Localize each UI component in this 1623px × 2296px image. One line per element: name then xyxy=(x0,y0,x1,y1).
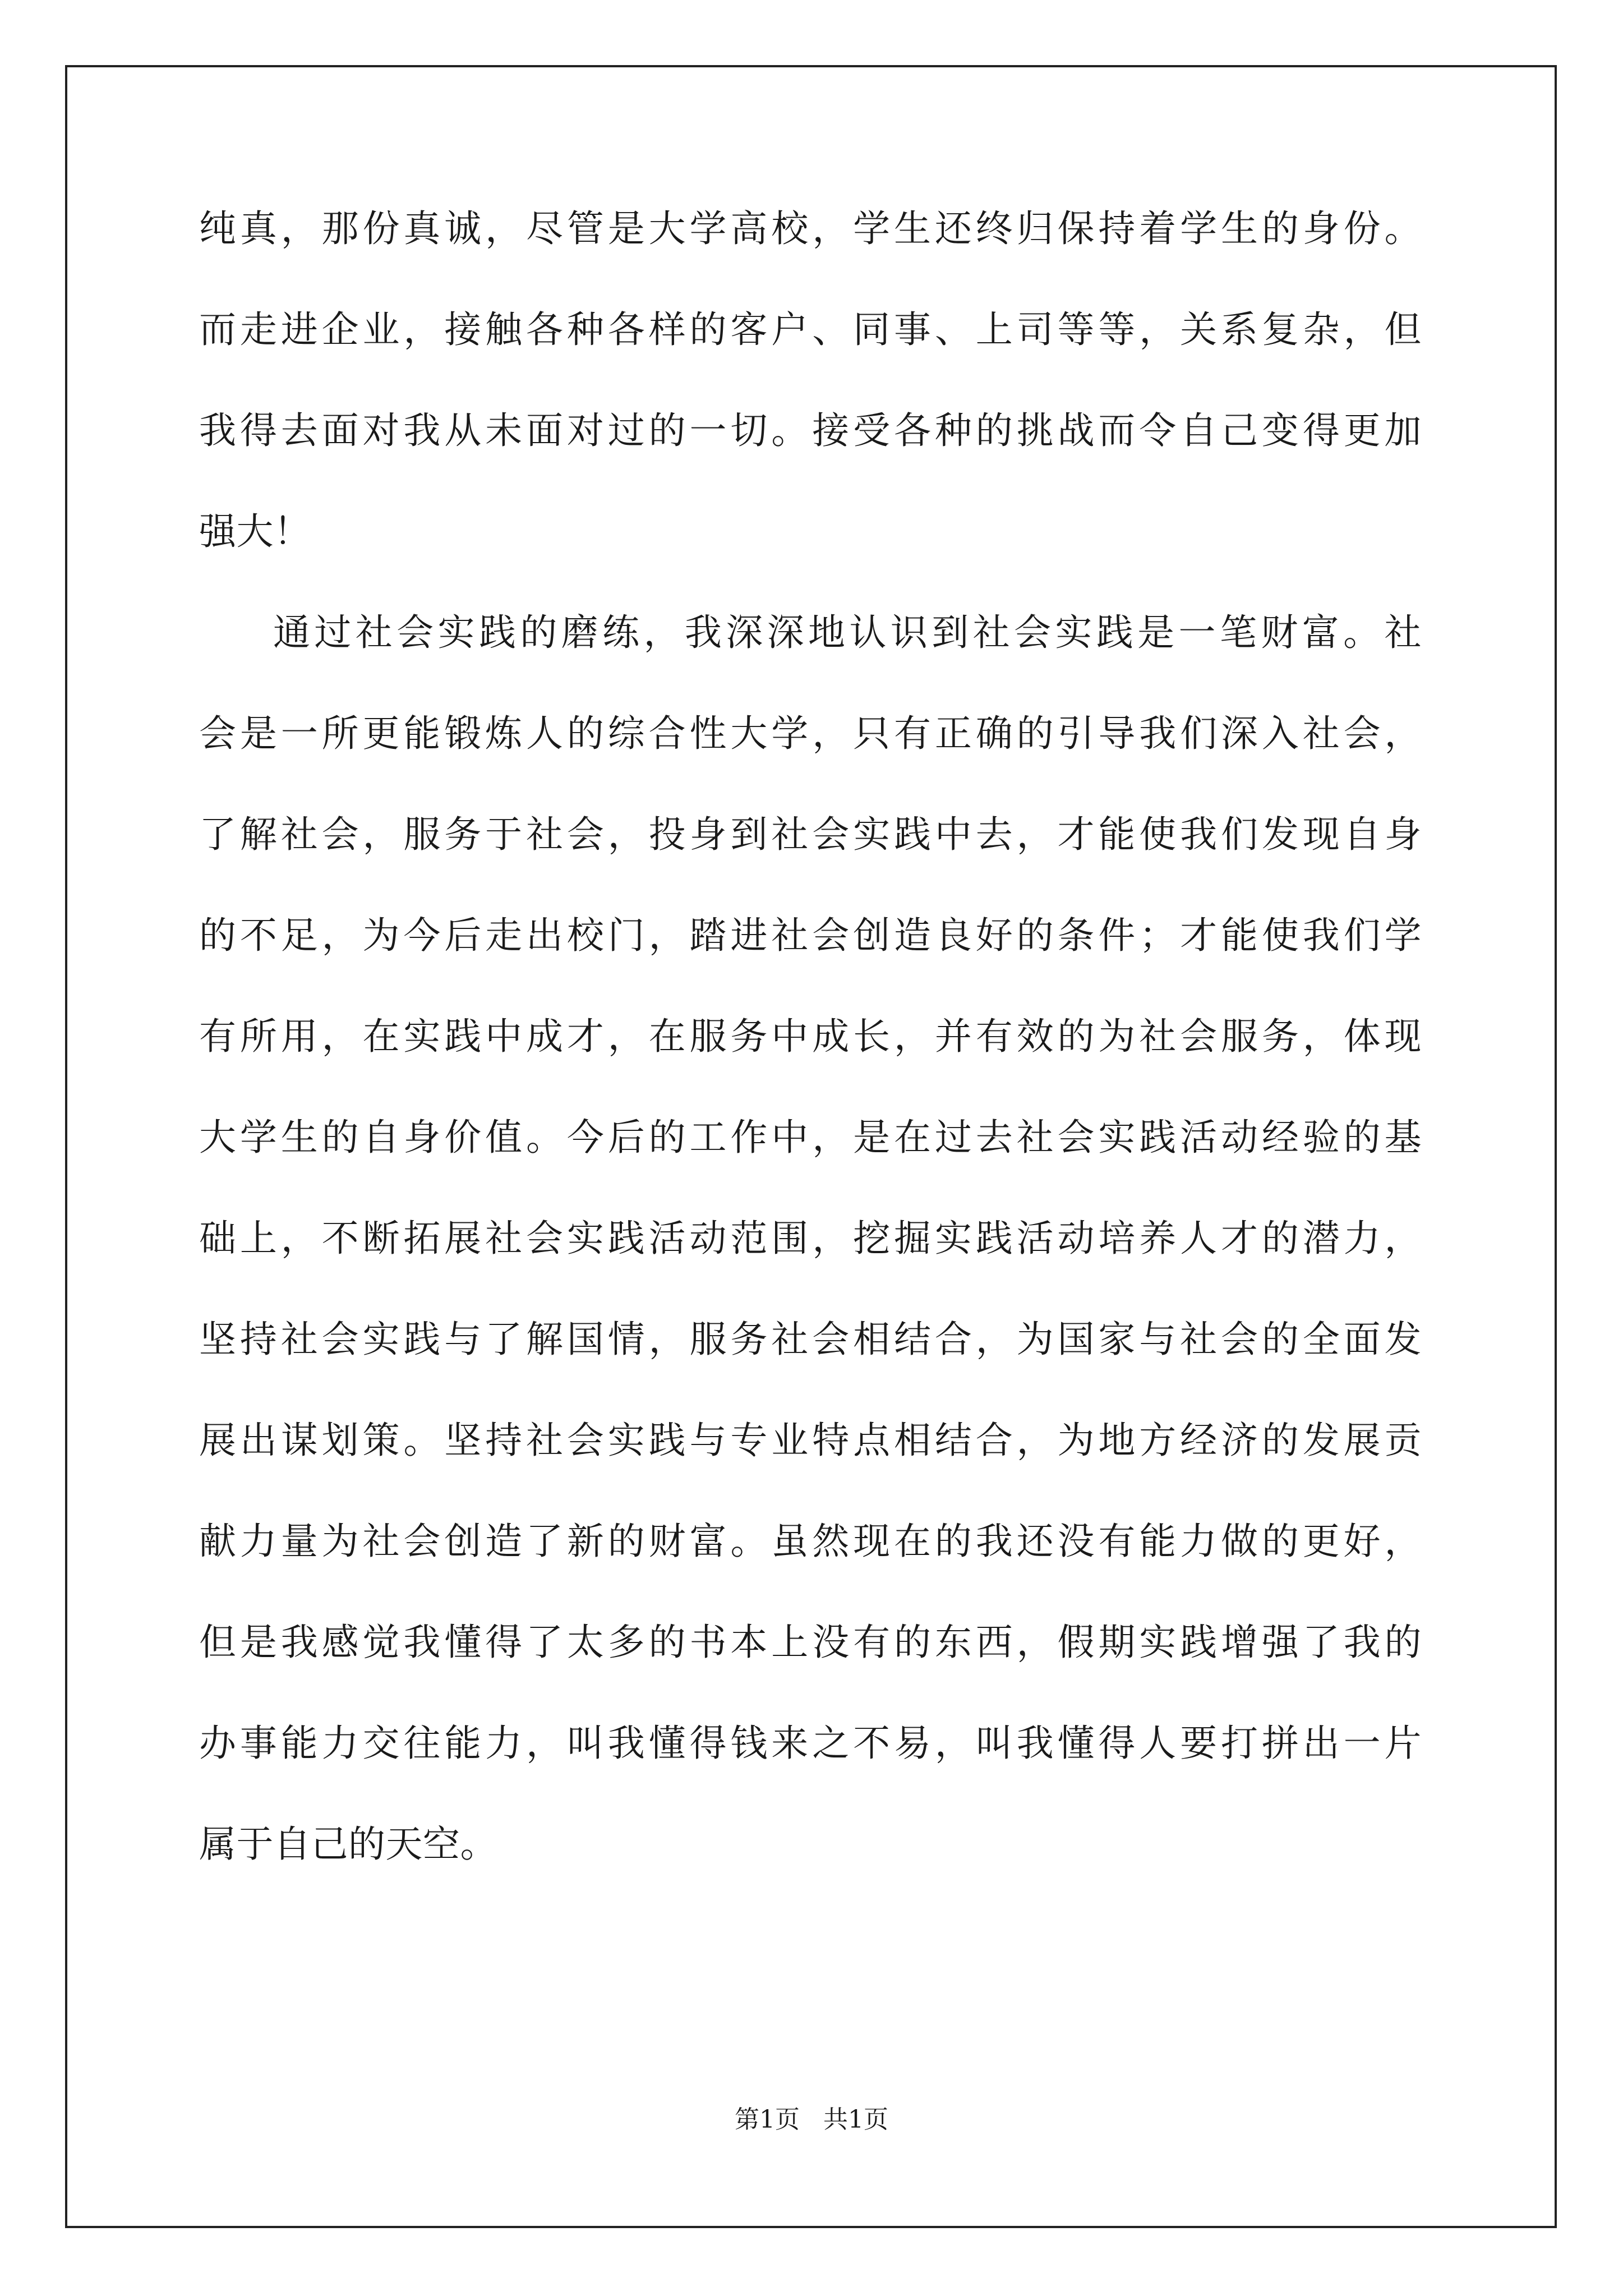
text-line: 办事能力交往能力，叫我懂得钱来之不易，叫我懂得人要打拼出一片 xyxy=(199,1722,1422,1765)
text-line: 有所用，在实践中成才，在服务中成长，并有效的为社会服务，体现 xyxy=(199,1015,1422,1058)
text-line: 会是一所更能锻炼人的综合性大学，只有正确的引导我们深入社会， xyxy=(199,712,1422,755)
text-line: 展出谋划策。坚持社会实践与专业特点相结合，为地方经济的发展贡 xyxy=(199,1419,1422,1462)
text-line: 献力量为社会创造了新的财富。虽然现在的我还没有能力做的更好， xyxy=(199,1520,1422,1563)
text-line: 础上，不断拓展社会实践活动范围，挖掘实践活动培养人才的潜力， xyxy=(199,1217,1422,1260)
text-line: 坚持社会实践与了解国情，服务社会相结合，为国家与社会的全面发 xyxy=(199,1318,1422,1361)
text-line: 但是我感觉我懂得了太多的书本上没有的东西，假期实践增强了我的 xyxy=(199,1621,1422,1664)
text-line: 我得去面对我从未面对过的一切。接受各种的挑战而令自己变得更加 xyxy=(199,409,1422,452)
page-number: 第1页 共1页 xyxy=(735,2105,888,2134)
text-line: 而走进企业，接触各种各样的客户、同事、上司等等，关系复杂，但 xyxy=(199,308,1422,351)
text-line: 属于自己的天空。 xyxy=(199,1823,497,1866)
text-line: 的不足，为今后走出校门，踏进社会创造良好的条件；才能使我们学 xyxy=(199,914,1422,957)
text-line: 了解社会，服务于社会，投身到社会实践中去，才能使我们发现自身 xyxy=(199,813,1422,856)
page-footer xyxy=(0,2099,1623,2135)
text-line: 强大！ xyxy=(199,510,311,553)
paragraph-first-line: 通过社会实践的磨练，我深深地认识到社会实践是一笔财富。社 xyxy=(273,611,1422,654)
text-line: 大学生的自身价值。今后的工作中，是在过去社会实践活动经验的基 xyxy=(199,1116,1422,1159)
text-line: 纯真，那份真诚，尽管是大学高校，学生还终归保持着学生的身份。 xyxy=(199,207,1422,250)
